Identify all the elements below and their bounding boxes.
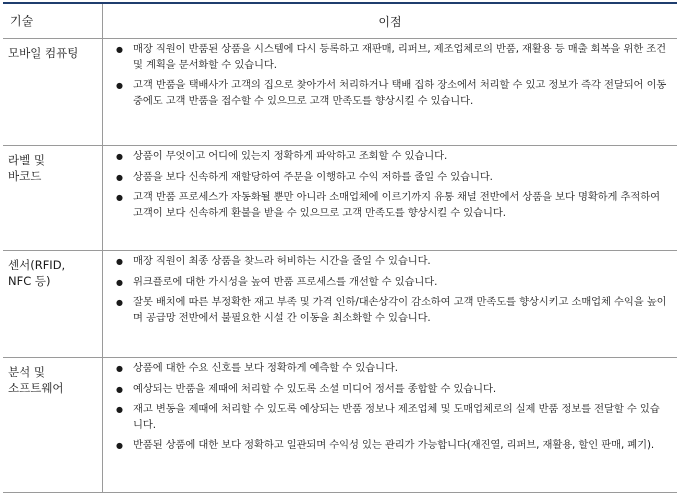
- bullet-icon: ●: [116, 172, 123, 182]
- bullet-icon: ●: [116, 384, 123, 394]
- bullet-icon: ●: [116, 277, 123, 287]
- benefit-item: ● 상품이 무엇이고 어디에 있는지 정확하게 파악하고 조회할 수 있습니다.: [115, 149, 667, 165]
- bullet-icon: ●: [116, 257, 123, 266]
- bullet-icon: ●: [116, 152, 123, 161]
- tech-name: 센서(RFID, NFC 등): [8, 258, 66, 288]
- table-row-mobile: [3, 39, 677, 146]
- bullet-icon: ●: [116, 405, 123, 414]
- tech-name: 분석 및 소프트웨어: [8, 365, 64, 395]
- benefit-list: [115, 361, 667, 454]
- bullet-icon: ●: [116, 193, 123, 202]
- benefit-item: ● 반품된 상품에 대한 보다 정확하고 일관되며 수익성 있는 관리가 가능합니다(재진열, 리퍼브, 재활용, 할인 판매, 폐기).: [115, 438, 667, 454]
- bullet-icon: ●: [116, 364, 123, 373]
- table-row-barcode: [3, 146, 677, 251]
- benefit-item: ● 고객 반품을 택배사가 고객의 집으로 찾아가서 처리하거나 택배 집하 장소에서 처리할 수 있고 정보가 즉각 전달되어 이동 중에도 고객 반품을 접수할 수 있으므로 고객 만족도를 향상시킬 수 있습니다.: [116, 79, 667, 107]
- bullet-icon: ●: [116, 298, 123, 307]
- benefit-item: ● 고객 반품 프로세스가 자동화될 뿐만 아니라 소매업체에 이르기까지 유통 채널 전반에서 상품을 보다 명확하게 추적하여 고객이 보다 신속하게 환불을 받을 수 있으므로 고객 만족도를 향상시킬 수 있습니다.: [116, 191, 660, 219]
- bullet-icon: ●: [116, 441, 123, 450]
- benefit-item: ● 상품을 보다 신속하게 재할당하여 주문을 이행하고 수익 저하를 줄일 수 있습니다.: [115, 170, 667, 186]
- benefit-item: ● 상품에 대한 수요 신호를 보다 정확하게 예측할 수 있습니다.: [115, 361, 667, 377]
- header-benefit: 이점: [378, 14, 402, 29]
- benefit-list: [115, 149, 667, 221]
- table-header: [3, 4, 677, 39]
- benefit-item: ● 위크플로에 대한 가시성을 높여 반품 프로세스를 개선할 수 있습니다.: [115, 275, 667, 291]
- benefits-table: [3, 2, 677, 493]
- tech-name: 모바일 컴퓨팅: [8, 46, 79, 60]
- benefit-item: ● 예상되는 반품을 제때에 처리할 수 있도록 소셜 미디어 정서를 종합할 수 있습니다.: [115, 382, 667, 398]
- benefit-item: ● 매장 직원이 반품된 상품을 시스템에 다시 등록하고 재판매, 리퍼브, 제조업체로의 반품, 재활용 등 매출 회복을 위한 조건 및 계획을 문서화할 수 있습니다.: [116, 43, 666, 71]
- bullet-icon: ●: [116, 45, 123, 54]
- tech-name: 라벨 및 바코드: [8, 153, 45, 183]
- benefit-item: ● 잘못 배치에 따른 부정확한 재고 부족 및 가격 인하/대손상각이 감소하여 고객 만족도를 향상시키고 소매업체 수익을 높이며 공급망 전반에서 불필요한 시설 간 이동을 최소화할 수 있습니다.: [116, 296, 667, 324]
- benefit-list: [115, 254, 667, 326]
- table-row-sensor: [3, 251, 677, 358]
- bullet-icon: ●: [116, 81, 123, 90]
- header-tech: 기술: [3, 4, 103, 38]
- benefit-list: [115, 42, 667, 109]
- table-row-analytics: [3, 358, 677, 492]
- benefit-item: ● 매장 직원이 최종 상품을 찾느라 허비하는 시간을 줄일 수 있습니다.: [115, 254, 667, 270]
- benefit-item: ● 재고 변동을 제때에 처리할 수 있도록 예상되는 반품 정보나 제조업체 및 도매업체로의 실제 반품 정보를 전달할 수 있습니다.: [116, 403, 660, 431]
